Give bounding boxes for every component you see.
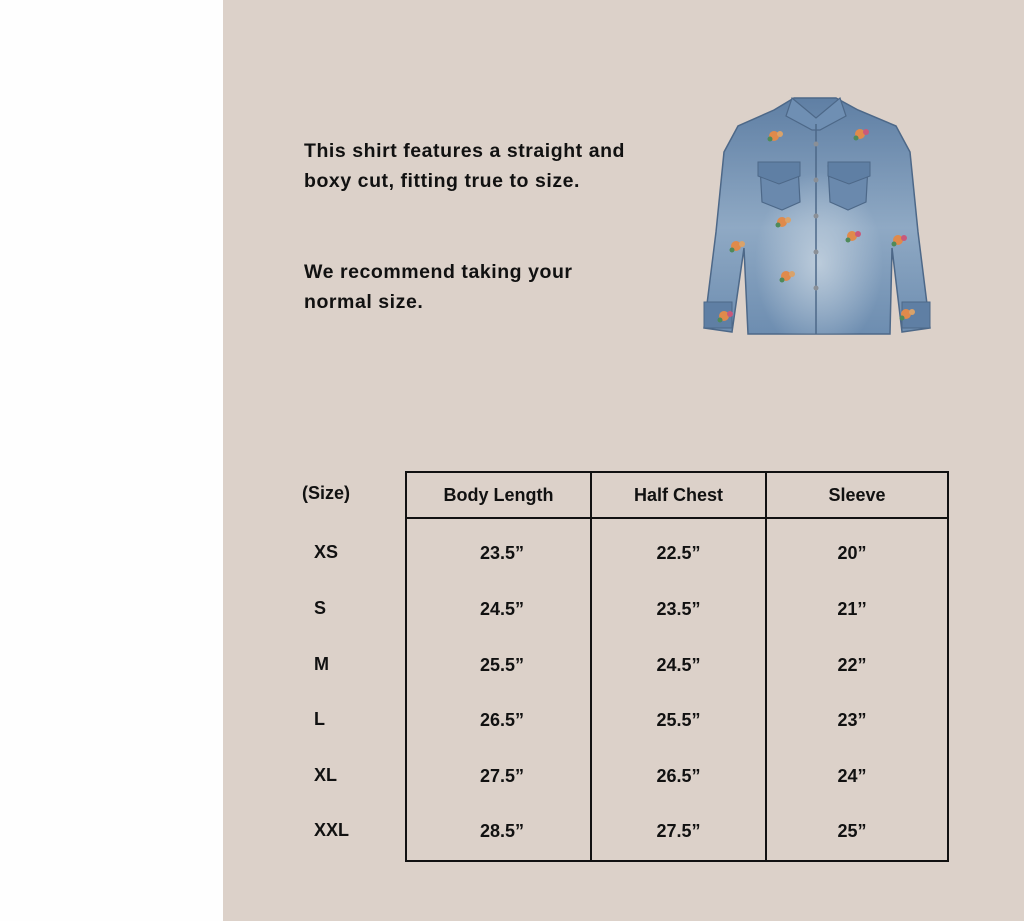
size-column-header: (Size) xyxy=(302,483,351,503)
cell-xxl-half-chest: 27.5” xyxy=(656,821,701,841)
cell-xxl-body-length: 28.5” xyxy=(479,821,525,841)
size-label-l: L xyxy=(314,709,325,729)
left-margin xyxy=(0,0,223,921)
cell-xxl-sleeve: 25” xyxy=(837,821,867,841)
column-header-half-chest: Half Chest xyxy=(633,485,723,505)
cell-m-body-length: 25.5” xyxy=(479,655,525,675)
cell-l-sleeve: 23” xyxy=(837,710,867,730)
fit-description xyxy=(304,136,664,196)
size-chart-table xyxy=(405,471,949,862)
cell-l-body-length: 26.5” xyxy=(479,710,525,730)
column-header-body-length: Body Length xyxy=(443,485,554,505)
header-divider xyxy=(407,517,947,519)
fit-description-line-1: This shirt features a straight and xyxy=(304,140,626,162)
size-label-xs: XS xyxy=(314,542,339,562)
cell-m-half-chest: 24.5” xyxy=(656,655,701,675)
cell-m-sleeve: 22” xyxy=(837,655,867,675)
cell-xl-sleeve: 24” xyxy=(837,766,867,786)
cell-s-sleeve: 21’’ xyxy=(837,599,867,619)
size-label-xl: XL xyxy=(314,765,338,785)
size-label-s: S xyxy=(314,598,327,618)
cell-l-half-chest: 25.5” xyxy=(656,710,701,730)
column-header-sleeve: Sleeve xyxy=(828,485,886,505)
size-recommendation-line-1: We recommend taking your xyxy=(304,261,573,283)
cell-xl-half-chest: 26.5” xyxy=(656,766,701,786)
cell-xs-sleeve: 20” xyxy=(837,543,867,563)
cell-xs-half-chest: 22.5” xyxy=(656,543,701,563)
cell-xs-body-length: 23.5” xyxy=(479,543,525,563)
cell-s-half-chest: 23.5” xyxy=(656,599,701,619)
size-label-m: M xyxy=(314,654,329,674)
size-label-xxl: XXL xyxy=(314,820,350,840)
fit-description-line-2: boxy cut, fitting true to size. xyxy=(304,170,580,192)
denim-shirt-image xyxy=(696,92,936,338)
size-recommendation-line-2: normal size. xyxy=(304,291,424,313)
cell-xl-body-length: 27.5” xyxy=(479,766,525,786)
size-recommendation xyxy=(304,257,664,317)
cell-s-body-length: 24.5” xyxy=(479,599,525,619)
